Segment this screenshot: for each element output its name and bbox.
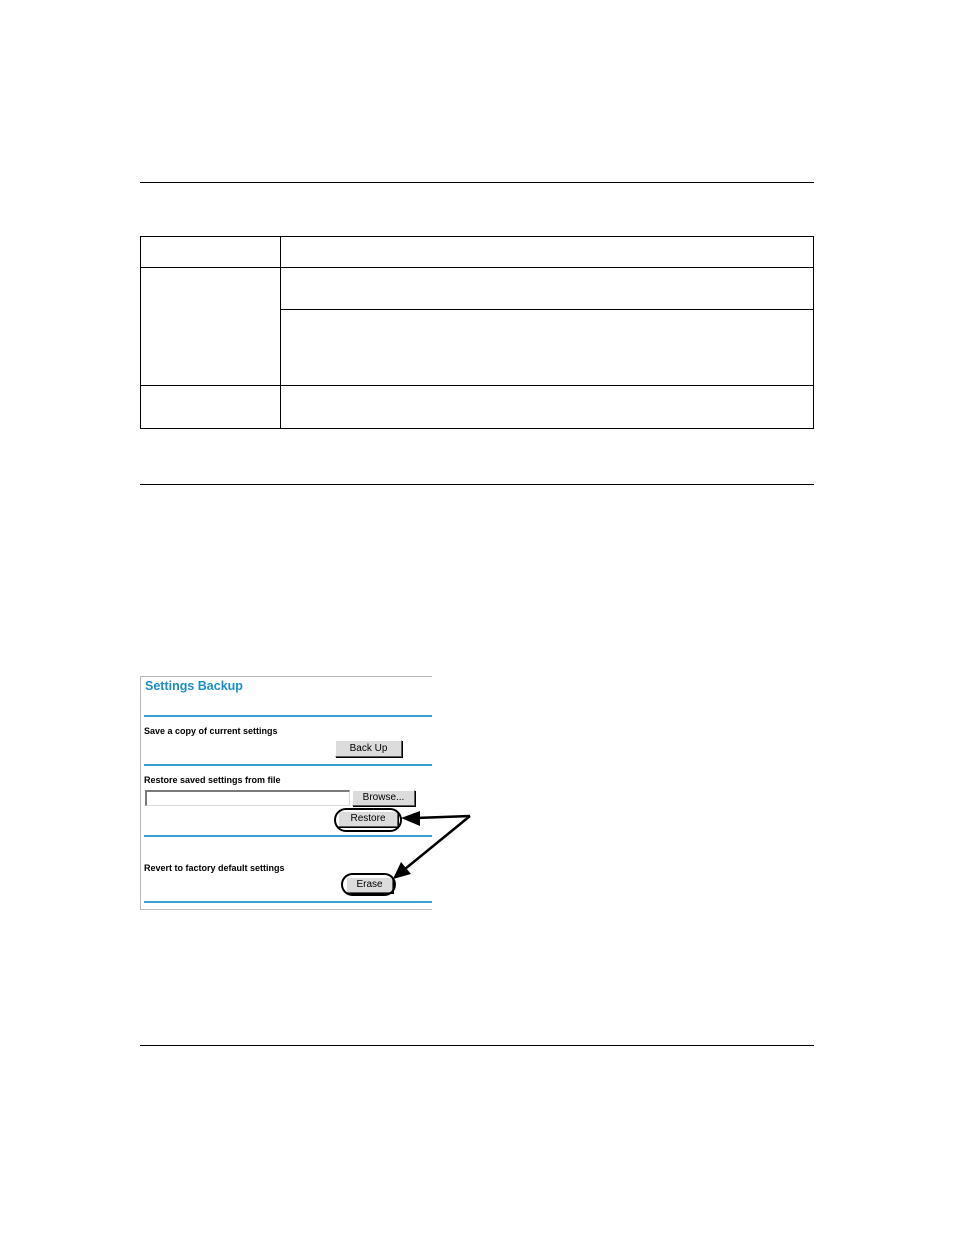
- separator: [144, 835, 432, 837]
- erase-button[interactable]: Erase: [346, 877, 393, 893]
- table-row-3-cell-2: [280, 385, 814, 429]
- bottom-rule: [140, 1045, 814, 1046]
- save-section-label: Save a copy of current settings: [144, 726, 278, 736]
- top-rule: [140, 182, 814, 183]
- panel-title: Settings Backup: [145, 679, 243, 693]
- separator: [144, 764, 432, 766]
- table-row-1-cell-2: [280, 267, 814, 310]
- revert-section-label: Revert to factory default settings: [144, 863, 285, 873]
- separator: [144, 901, 432, 903]
- table-row-2-cell-2: [280, 309, 814, 386]
- erase-callout-ring: [341, 873, 396, 896]
- browse-button[interactable]: Browse...: [352, 790, 415, 806]
- separator: [144, 715, 432, 717]
- back-up-button[interactable]: Back Up: [335, 740, 402, 757]
- table-header-cell-2: [280, 236, 814, 268]
- restore-button[interactable]: Restore: [338, 811, 398, 827]
- file-path-input[interactable]: [145, 790, 350, 806]
- table-row-1-cell-1: [140, 267, 281, 386]
- reference-table: [140, 236, 814, 429]
- middle-rule: [140, 484, 814, 485]
- restore-callout-ring: [334, 808, 402, 832]
- table-header-cell-1: [140, 236, 281, 268]
- restore-section-label: Restore saved settings from file: [144, 775, 281, 785]
- table-row-3-cell-1: [140, 385, 281, 429]
